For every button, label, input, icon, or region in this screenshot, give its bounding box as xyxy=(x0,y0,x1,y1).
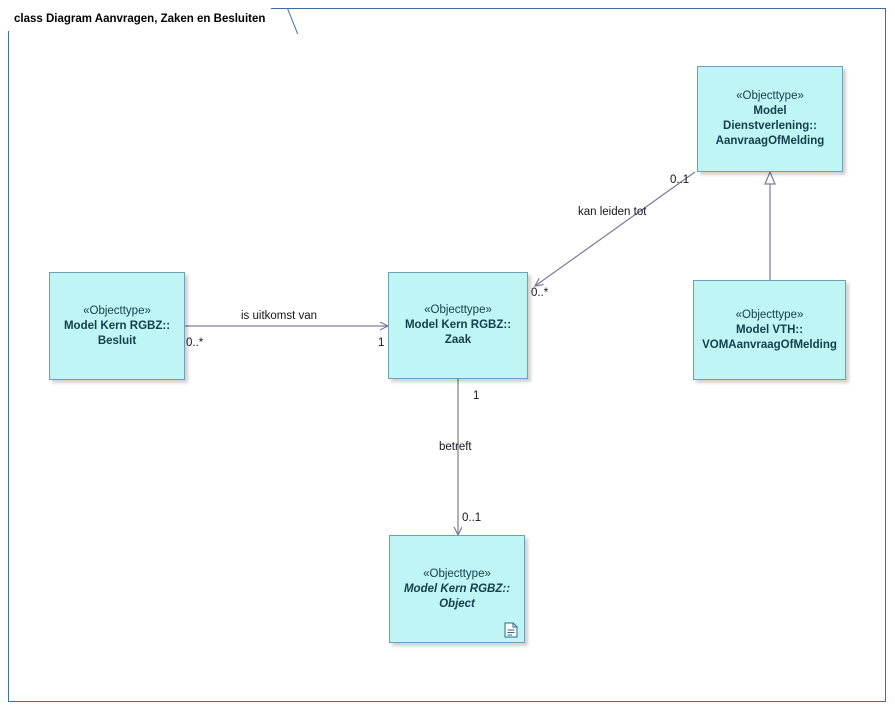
node-stereotype: «Objecttype» xyxy=(424,304,492,316)
node-stereotype: «Objecttype» xyxy=(736,90,804,102)
node-stereotype: «Objecttype» xyxy=(83,304,151,317)
node-stereotype: «Objecttype» xyxy=(735,308,804,321)
node-name-line-1: Model Kern RGBZ:: xyxy=(63,319,171,332)
node-name-line-1: Model VTH:: xyxy=(735,323,804,336)
diagram-title: class Diagram Aanvragen, Zaken en Besluiten xyxy=(14,12,266,25)
node-name-line-2: VOMAanvraagOfMelding xyxy=(702,338,837,351)
edge-label-betreft: betreft xyxy=(439,441,472,453)
class-node-zaak[interactable] xyxy=(388,272,528,379)
node-name-line-2: Object xyxy=(439,597,475,610)
multiplicity-zaak-source: 0..* xyxy=(531,287,549,299)
node-name-line-2: Zaak xyxy=(444,334,472,346)
node-stereotype: «Objecttype» xyxy=(423,567,491,580)
node-name-line-2: Dienstverlening:: xyxy=(723,120,817,132)
multiplicity-aanvraagofmelding-target: 0..1 xyxy=(670,174,690,186)
edge-label-kan-leiden-tot: kan leiden tot xyxy=(578,206,647,218)
node-name-line-2: Besluit xyxy=(97,334,137,347)
class-node-object[interactable] xyxy=(389,535,525,643)
node-name-line-1: Model Kern RGBZ:: xyxy=(403,582,511,595)
multiplicity-zaak-object-source: 1 xyxy=(473,390,480,402)
node-name-line-3: AanvraagOfMelding xyxy=(715,135,825,147)
class-node-besluit[interactable] xyxy=(49,272,185,380)
class-node-vomaanvraagofmelding[interactable] xyxy=(693,280,846,380)
node-name-line-1: Model Kern RGBZ:: xyxy=(404,319,512,331)
document-icon xyxy=(504,622,518,638)
multiplicity-zaak-target: 1 xyxy=(378,337,385,349)
multiplicity-besluit-source: 0..* xyxy=(186,337,204,349)
diagram-title-tab xyxy=(8,8,271,31)
node-name-line-1: Model xyxy=(753,105,787,117)
edge-zaak-aanvraagofmelding xyxy=(535,172,695,286)
multiplicity-object-target: 0..1 xyxy=(462,512,482,524)
class-node-aanvraagofmelding[interactable] xyxy=(697,66,843,172)
edge-label-is-uitkomst-van: is uitkomst van xyxy=(241,310,318,322)
